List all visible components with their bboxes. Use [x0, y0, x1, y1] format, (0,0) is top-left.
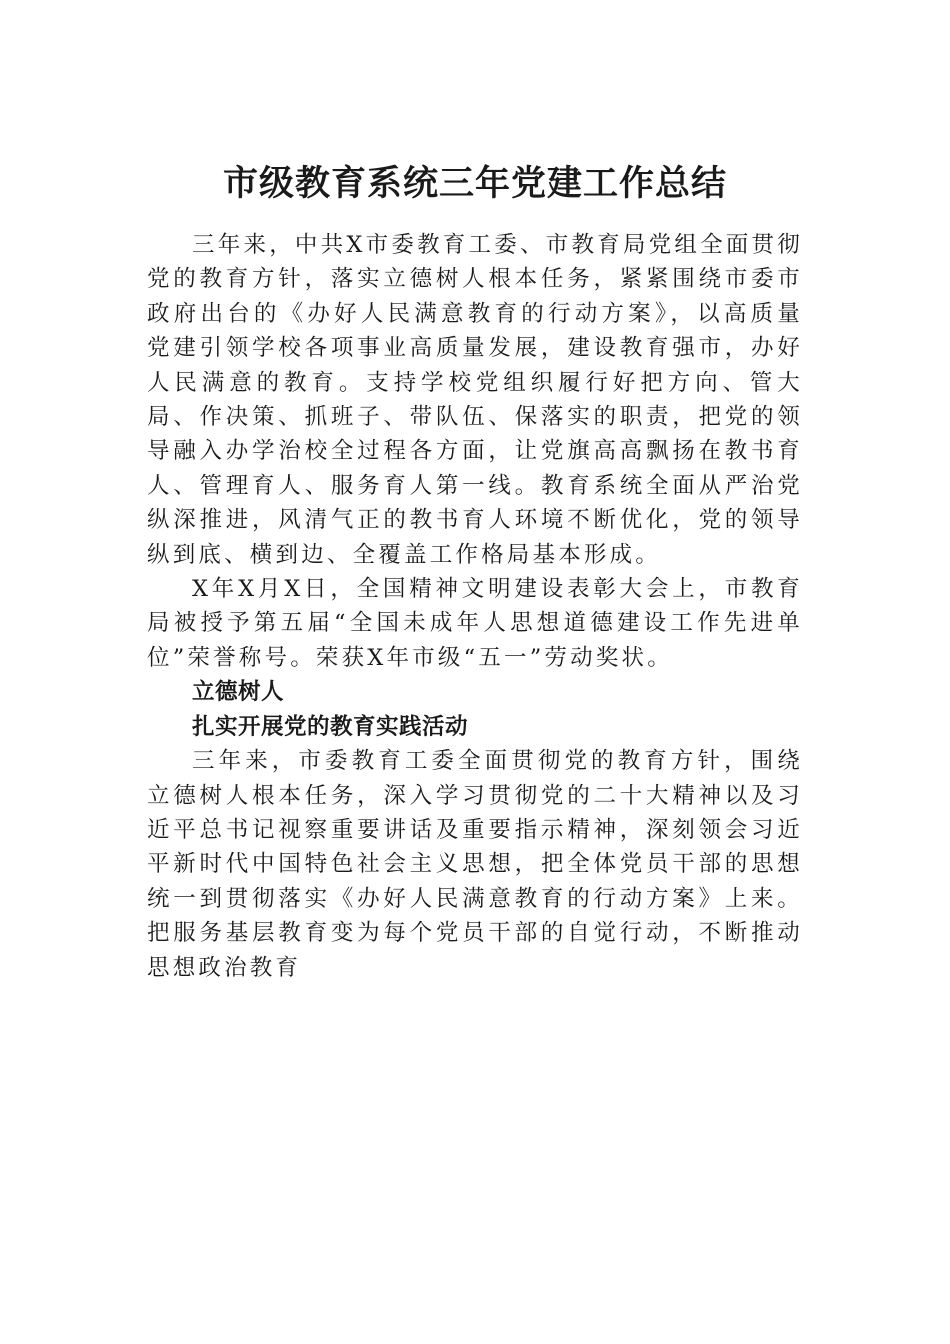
paragraph-intro: 三年来，中共X市委教育工委、市教育局党组全面贯彻党的教育方针，落实立德树人根本任务，紧紧围绕市委市政府出台的《办好人民满意教育的行动方案》，以高质量党建引领学校各项事业高质量发展，建设教育强市，办好人民满意的教育。支持学校党组织履行好把方向、管大局、作决策、抓班子、带队伍、保落实的职责，把党的领导融入办学治校全过程各方面，让党旗高高飘扬在教书育人、管理育人、服务育人第一线。教育系统全面从严治党纵深推进，风清气正的教书育人环境不断优化，党的领导纵到底、横到边、全覆盖工作格局基本形成。 — [147, 232, 803, 568]
section-heading-lide-shuren: 立德树人 — [192, 679, 285, 706]
subsection-heading-education-practice: 扎实开展党的教育实践活动 — [192, 713, 469, 740]
paragraph-education-practice: 三年来，市委教育工委全面贯彻党的教育方针，围绕立德树人根本任务，深入学习贯彻党的二十大精神以及习近平总书记视察重要讲话及重要指示精神，深刻领会习近平新时代中国特色社会主义思想，把全体党员干部的思想统一到贯彻落实《办好人民满意教育的行动方案》上来。把服务基层教育变为每个党员干部的自觉行动，不断推动思想政治教育 — [147, 748, 803, 981]
document-title: 市级教育系统三年党建工作总结 — [222, 163, 727, 204]
document-body — [147, 228, 803, 985]
paragraph-honors: X年X月X日，全国精神文明建设表彰大会上，市教育局被授予第五届“全国未成年人思想道德建设工作先进单位”荣誉称号。荣获X年市级“五一”劳动奖状。 — [147, 576, 803, 671]
